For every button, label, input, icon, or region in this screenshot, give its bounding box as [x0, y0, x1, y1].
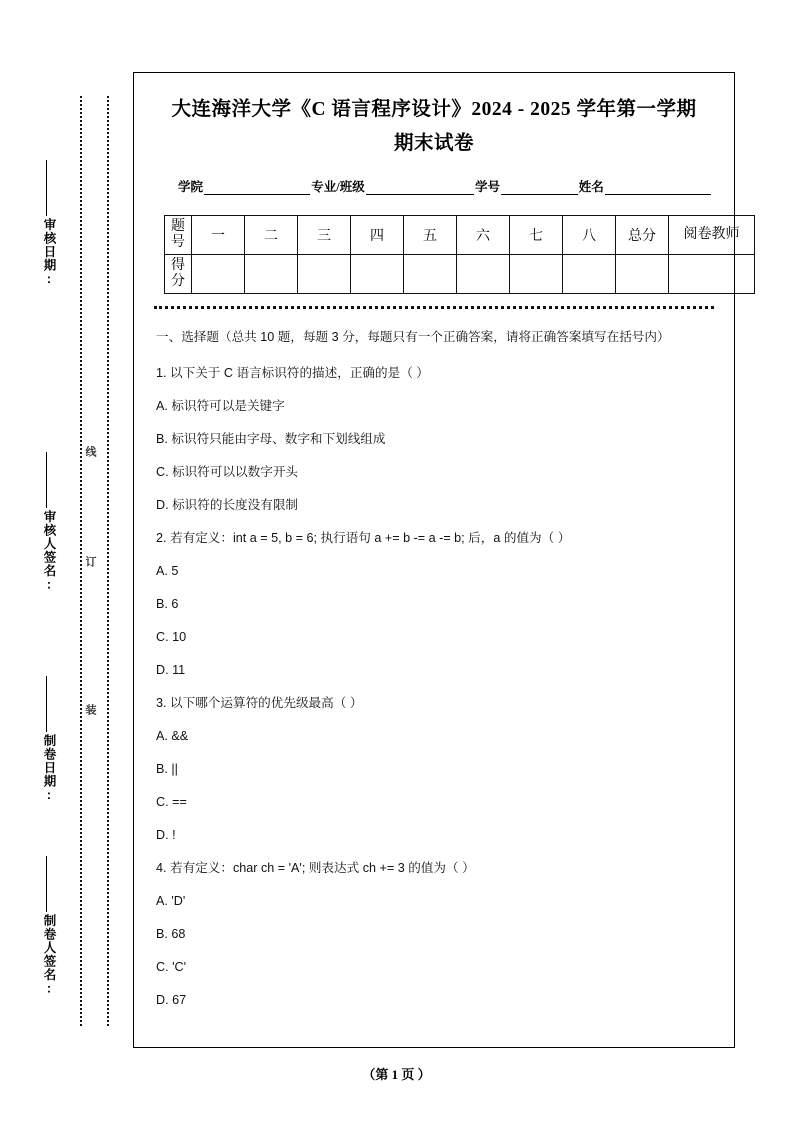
major-class-input[interactable] [366, 181, 474, 195]
row-label-question-no: 题号 [165, 216, 192, 255]
col-header-teacher: 阅卷教师 [669, 216, 755, 255]
question-1: 1. 以下关于 C 语言标识符的描述，正确的是（ ） [156, 366, 429, 380]
question-1-option-c[interactable]: C. 标识符可以以数字开头 [156, 465, 299, 479]
reviewer-sign-label: 审核人签名: [42, 510, 56, 593]
question-3-option-d[interactable]: D. ! [156, 828, 176, 842]
seal-dotted-line-inner [107, 96, 109, 1026]
seal-char-ding: 订 [84, 556, 96, 567]
student-info-line [178, 177, 712, 195]
col-header-3: 三 [298, 216, 351, 255]
row-label-score: 得分 [165, 255, 192, 294]
maker-date-label: 制卷日期: [42, 734, 56, 803]
review-date-label: 审核日期: [42, 218, 56, 287]
exam-paper-frame [133, 72, 740, 1048]
page-number-footer: （第 1 页 ） [362, 1067, 431, 1082]
page-title: 大连海洋大学《C 语言程序设计》2024 - 2025 学年第一学期期末试卷 [171, 99, 697, 154]
question-4-option-a[interactable]: A. 'D' [156, 894, 186, 908]
col-header-7: 七 [510, 216, 563, 255]
question-4-option-d[interactable]: D. 67 [156, 993, 187, 1007]
question-1-option-a[interactable]: A. 标识符可以是关键字 [156, 399, 285, 413]
college-input[interactable] [204, 181, 310, 195]
maker-sign-label: 制卷人签名: [42, 914, 56, 997]
question-2-option-b[interactable]: B. 6 [156, 597, 179, 611]
college-label: 学院 [178, 180, 204, 194]
question-1-option-d[interactable]: D. 标识符的长度没有限制 [156, 498, 299, 512]
student-id-label: 学号 [474, 180, 500, 194]
question-3-option-c[interactable]: C. == [156, 795, 187, 809]
col-header-8: 八 [563, 216, 616, 255]
score-table [164, 215, 755, 294]
score-table-wrapper [164, 215, 740, 294]
maker-sign-rule [46, 856, 47, 912]
reviewer-sign-rule [46, 452, 47, 508]
question-2-option-c[interactable]: C. 10 [156, 630, 187, 644]
score-cell-total[interactable] [616, 255, 669, 294]
question-2-option-a[interactable]: A. 5 [156, 564, 179, 578]
question-body [156, 323, 712, 1017]
col-header-2: 二 [245, 216, 298, 255]
score-cell-teacher[interactable] [669, 255, 755, 294]
score-cell-2[interactable] [245, 255, 298, 294]
table-row-score [165, 255, 755, 294]
name-input[interactable] [605, 181, 711, 195]
score-cell-1[interactable] [192, 255, 245, 294]
question-3-option-b[interactable]: B. || [156, 762, 178, 776]
score-cell-6[interactable] [457, 255, 510, 294]
seal-char-line: 线 [84, 446, 96, 457]
seal-char-zhuang: 装 [84, 704, 96, 715]
col-header-total: 总分 [616, 216, 669, 255]
question-3: 3. 以下哪个运算符的优先级最高（ ） [156, 696, 363, 710]
score-cell-7[interactable] [510, 255, 563, 294]
maker-date-rule [46, 676, 47, 732]
question-2: 2. 若有定义：int a = 5, b = 6; 执行语句 a += b -= a -= b; 后，a 的值为（ ） [156, 531, 571, 545]
binding-margin [0, 0, 133, 1122]
score-cell-3[interactable] [298, 255, 351, 294]
name-label: 姓名 [578, 180, 604, 194]
review-date-rule [46, 160, 47, 216]
col-header-4: 四 [351, 216, 404, 255]
col-header-5: 五 [404, 216, 457, 255]
student-id-input[interactable] [501, 181, 578, 195]
question-3-option-a[interactable]: A. && [156, 729, 189, 743]
score-cell-5[interactable] [404, 255, 457, 294]
question-4: 4. 若有定义：char ch = 'A'; 则表达式 ch += 3 的值为（ ） [156, 861, 475, 875]
score-cell-4[interactable] [351, 255, 404, 294]
major-class-label: 专业/班级 [311, 180, 365, 194]
question-1-option-b[interactable]: B. 标识符只能由字母、数字和下划线组成 [156, 432, 386, 446]
section-divider [154, 306, 714, 309]
col-header-6: 六 [457, 216, 510, 255]
section-heading: 一、选择题（总共 10 题，每题 3 分，每题只有一个正确答案，请将正确答案填写在括号内） [156, 330, 670, 344]
question-2-option-d[interactable]: D. 11 [156, 663, 186, 677]
col-header-1: 一 [192, 216, 245, 255]
question-4-option-b[interactable]: B. 68 [156, 927, 186, 941]
table-row-header [165, 216, 755, 255]
score-cell-8[interactable] [563, 255, 616, 294]
question-4-option-c[interactable]: C. 'C' [156, 960, 186, 974]
